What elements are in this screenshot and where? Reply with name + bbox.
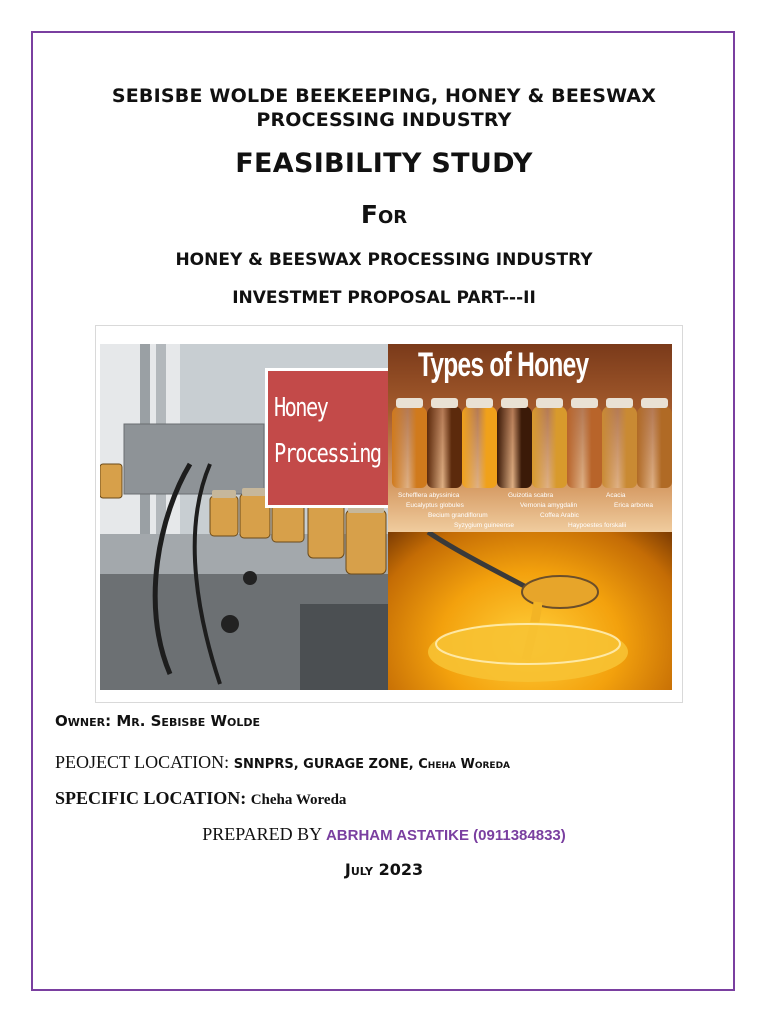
honey-jar (497, 406, 532, 488)
species-label: Haypoestes forskalii (568, 522, 627, 529)
processing-label-line-1: Honey (274, 393, 328, 423)
species-label: Vernonia amygdalin (520, 502, 578, 509)
honey-processing-label (265, 368, 388, 508)
project-location-label: PEOJECT LOCATION: (55, 752, 230, 772)
owner-value: Mr. Sebisbe Wolde (116, 712, 261, 730)
species-label: Eucalyptus globules (406, 502, 464, 509)
honey-jar (637, 406, 672, 488)
cover-image-collage (95, 325, 683, 703)
owner-label: Owner: (55, 712, 112, 730)
industry-subtitle: HONEY & BEESWAX PROCESSING INDUSTRY (175, 250, 593, 270)
honey-jar (462, 406, 497, 488)
prepared-by-line (0, 824, 768, 845)
species-label: Becium grandiflorum (428, 512, 488, 519)
document-date: July 2023 (344, 860, 424, 879)
processing-machine-photo (100, 344, 388, 690)
honey-jar (392, 406, 427, 488)
types-of-honey-title: Types of Honey (418, 346, 589, 384)
honey-jar (427, 406, 462, 488)
jar-lid (431, 398, 458, 408)
jar-lid (501, 398, 528, 408)
jar-lid (466, 398, 493, 408)
project-location-line (55, 752, 510, 773)
jar-lid (571, 398, 598, 408)
jar-lid (641, 398, 668, 408)
document-title: FEASIBILITY STUDY (235, 148, 533, 179)
organization-name (0, 84, 768, 132)
honey-jar (567, 406, 602, 488)
processing-label-line-2: Processing (274, 439, 381, 469)
prepared-by-label: PREPARED BY (202, 824, 322, 844)
honey-spoon-illustration (388, 532, 672, 690)
species-label: Syzygium guineense (454, 522, 514, 529)
for-label: For (360, 200, 408, 229)
jar-lid (396, 398, 423, 408)
proposal-subtitle: INVESTMET PROPOSAL PART---II (232, 288, 536, 308)
org-line-1: SEBISBE WOLDE BEEKEEPING, HONEY & BEESWAX (111, 85, 657, 107)
prepared-by-value: ABRHAM ASTATIKE (0911384833) (325, 827, 566, 844)
jar-lid (606, 398, 633, 408)
owner-line (55, 712, 260, 730)
specific-location-line (55, 788, 346, 809)
species-label: Guizotia scabra (508, 492, 554, 499)
jar-lid (536, 398, 563, 408)
species-label: Erica arborea (614, 502, 654, 509)
honey-jar (532, 406, 567, 488)
species-label: Acacia (606, 492, 626, 499)
species-label: Schefflera abyssinica (398, 492, 460, 499)
honey-dripping-photo (388, 532, 672, 690)
specific-location-label: SPECIFIC LOCATION: (55, 788, 247, 808)
specific-location-value: Cheha Woreda (250, 792, 347, 808)
project-location-value: SNNPRS, GURAGE ZONE, Cheha Woreda (233, 757, 511, 772)
org-line-2: PROCESSING INDUSTRY (256, 109, 512, 131)
honey-jar (602, 406, 637, 488)
species-label: Coffea Arabic (540, 512, 579, 519)
types-of-honey-photo (388, 344, 672, 532)
